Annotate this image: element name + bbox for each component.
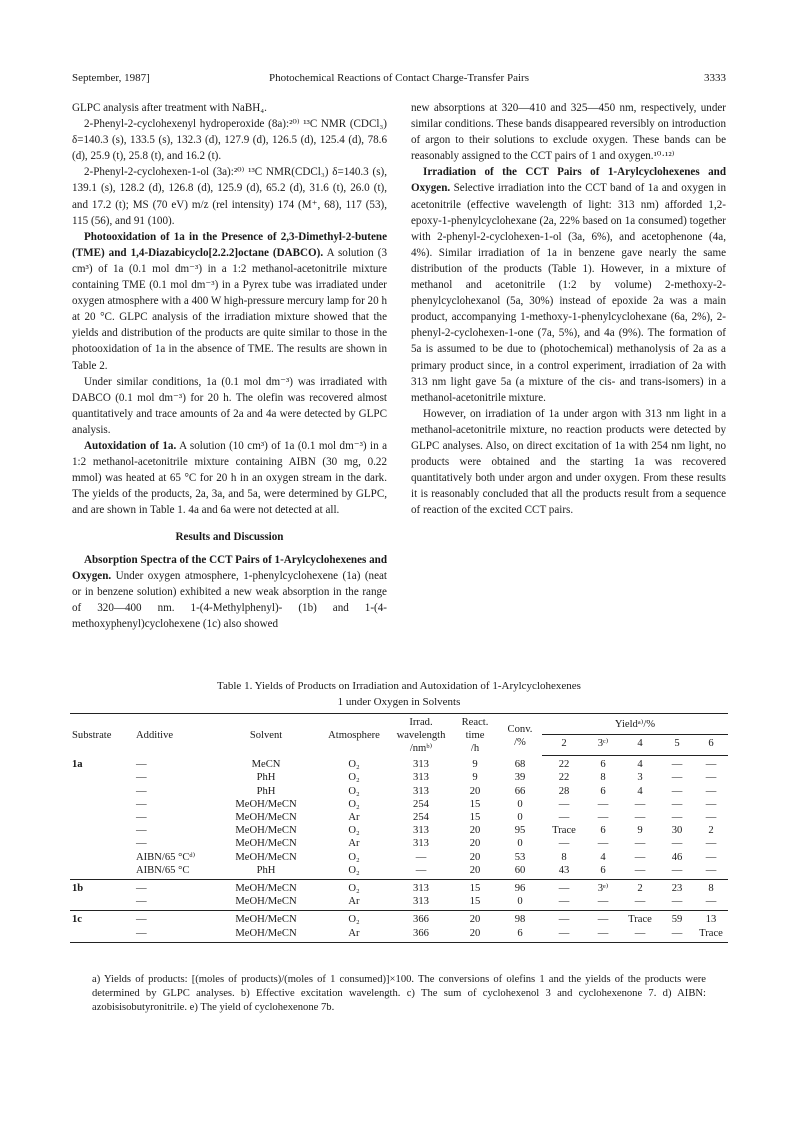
table-cell: 22	[558, 759, 570, 771]
table-cell: 8	[561, 851, 567, 863]
table-cell: O₂	[348, 851, 360, 863]
table-cell: —	[415, 851, 427, 863]
table-cell: 3ᵉ⁾	[597, 882, 609, 894]
table-row	[70, 911, 728, 927]
table-cell: —	[558, 838, 570, 850]
paragraph-heading: Absorption Spectra of the CCT Pairs of 1-Arylcyclohexenes and Oxygen.	[72, 553, 388, 582]
table-cell: 313	[413, 882, 429, 894]
table-cell: —	[671, 838, 683, 850]
table-cell: —	[671, 759, 683, 771]
paragraph-heading: Irradiation of the CCT Pairs of 1-Arylcyclohexenes and Oxygen.	[411, 166, 726, 195]
page-number: 3333	[704, 72, 726, 84]
table-cell: —	[136, 825, 147, 837]
table-cell: 9	[472, 758, 478, 770]
table-row	[70, 785, 728, 798]
table-cell: 22	[558, 772, 570, 784]
table-cell	[70, 895, 134, 911]
table-cell: —	[671, 772, 683, 784]
table-cell: 6	[600, 759, 606, 771]
table-caption	[72, 678, 726, 710]
table-cell: 313	[413, 772, 429, 784]
table-cell: 254	[413, 811, 429, 823]
table-cell	[70, 927, 134, 943]
table-cell: —	[620, 927, 660, 943]
table-cell: PhH	[256, 772, 276, 784]
table-caption-line: Table 1. Yields of Products on Irradiation and Autoxidation of 1-Arylcyclohexenes	[217, 680, 581, 692]
table-cell: —	[136, 772, 147, 784]
table-cell: —	[586, 895, 620, 911]
table-cell: O₂	[348, 914, 360, 926]
table-cell: PhH	[256, 785, 276, 797]
table-cell	[70, 798, 134, 811]
table-cell: 8	[708, 882, 714, 894]
paragraph: Under similar conditions, 1a (0.1 mol dm⁻³) was irradiated with DABCO (0.1 mol dm⁻³) for 20 h. The olefin was recovered almost quantitatively and trace amounts of 2a and 4a were detected by GLPC analysis.	[72, 375, 387, 436]
table-cell: —	[586, 927, 620, 943]
table-cell: —	[705, 851, 717, 863]
col-header-line: /%	[514, 736, 526, 748]
col-header-yield: Yieldᵃ⁾/%	[542, 714, 728, 735]
table-cell: MeOH/MeCN	[235, 798, 297, 810]
paragraph-body: A solution (10 cm³) of 1a (0.1 mol dm⁻³) in a 1:2 methanol-acetonitrile mixture containing AIBN (30 mg, 0.22 mmol) was heated at 65 °C for 20 h in an oxygen stream in the dark. The yields of the products, 2a, 3a, and 5a, were determined by GLPC, and are shown in Table 1. 4a and 6a were not detected at all.	[72, 439, 387, 517]
table-cell: 0	[517, 811, 523, 823]
table-cell	[70, 811, 134, 824]
table-cell: —	[660, 864, 694, 880]
table-cell: —	[694, 895, 728, 911]
table-cell: 9	[637, 825, 643, 837]
table-cell: MeOH/MeCN	[235, 851, 297, 863]
table-row	[70, 895, 728, 911]
paragraph-body: Selective irradiation into the CCT band of 1a and oxygen in acetonitrile (effective wavelength of light: 313 nm) afforded 1,2-epoxy-1-phenylcyclohexane (2a, 22% based on 1a consumed) together with 2-phenyl-2-cyclohexen-1-ol (3a, 6%), and acetophenone (4a, 4%). Similar irradiation of 1a in benzene gave nearly the same distribution of the products (Table 1). However, in a mixture of methanol and acetonitrile (1:2 by volume) 2-methoxy-2-phenylcyclohexanol (5a, 30%) instead of epoxide 2a was a main product, accompanying 1-methoxy-1-phenylcyclohexane (6a, 2%), 2-phenyl-2-cyclohexen-1-one (7a, 5%), and 4a (9%). The formation of 5a is assumed to be due to (photochemical) methanolysis of 2a as a primary product since, in a control experiment, irradiation of 2a with 313 nm light gave 5a (a mixture of the cis- and trans-isomers) in a methanol-acetonitrile mixture.	[411, 182, 726, 404]
table-cell: 4	[637, 785, 643, 797]
table-cell: 20	[469, 914, 481, 926]
table-cell: —	[705, 798, 717, 810]
table-cell: 313	[413, 838, 429, 850]
table-cell: Trace	[628, 914, 652, 926]
col-header-y6: 6	[694, 735, 728, 756]
table-cell: 20	[469, 838, 481, 850]
col-header-line: Conv.	[507, 723, 533, 735]
table-row	[70, 879, 728, 895]
paragraph-heading: Autoxidation of 1a.	[84, 439, 177, 452]
col-header-irrad	[390, 714, 452, 756]
table-cell: MeCN	[251, 758, 281, 770]
table-cell: —	[136, 798, 147, 810]
paragraph: new absorptions at 320—410 and 325—450 nm, respectively, under similar conditions. These bands disappeared reversibly on introduction of argon to their solutions to exclude oxygen. These bands can be reasonably assigned to the CCT pairs of 1 and oxygen.¹⁰·¹²⁾	[411, 102, 726, 163]
table-cell: 9	[472, 772, 478, 784]
table-cell: Trace	[552, 825, 576, 837]
col-header-y2: 2	[542, 735, 586, 756]
table-cell: —	[671, 785, 683, 797]
paragraph: 2-Phenyl-2-cyclohexenyl hydroperoxide (8a):²⁰⁾ ¹³C NMR (CDCl₃) δ=140.3 (s), 133.5 (s), 132.3 (d), 127.9 (d), 126.5 (d), 125.4 (d), 78.6 (d), 25.9 (t), 25.8 (t), and 16.2 (t).	[72, 118, 387, 163]
table-group-1a	[70, 756, 728, 880]
table-cell: 4	[600, 851, 606, 863]
right-column	[411, 100, 726, 518]
col-header-line: time	[465, 730, 485, 742]
table-cell: O₂	[348, 798, 360, 810]
table-row	[70, 864, 728, 880]
table-cell: —	[136, 882, 147, 894]
table-cell: 1c	[72, 914, 82, 926]
table-cell: MeOH/MeCN	[235, 811, 297, 823]
table-row	[70, 771, 728, 784]
col-header-y3: 3ᶜ⁾	[586, 735, 620, 756]
table-cell: —	[660, 927, 694, 943]
table-cell	[70, 837, 134, 850]
col-header-conv	[498, 714, 542, 756]
table-cell: 366	[390, 927, 452, 943]
table-cell: 1a	[72, 758, 83, 770]
table-cell: 6	[600, 785, 606, 797]
col-header-y5: 5	[660, 735, 694, 756]
table-cell: —	[634, 811, 646, 823]
paragraph	[72, 438, 387, 518]
table-cell: 3	[637, 772, 643, 784]
table-cell: 4	[637, 759, 643, 771]
table-cell: 313	[390, 895, 452, 911]
table-cell: O₂	[348, 785, 360, 797]
col-header-line: /nmᵇ⁾	[409, 743, 433, 755]
table-cell: —	[136, 785, 147, 797]
table-cell: O₂	[348, 825, 360, 837]
table-cell: 6	[498, 927, 542, 943]
table-cell: —	[597, 811, 609, 823]
table-cell: —	[634, 851, 646, 863]
table-cell: —	[134, 895, 214, 911]
table-cell: 13	[705, 914, 717, 926]
table-cell: MeOH/MeCN	[235, 838, 297, 850]
table-cell: 68	[514, 758, 526, 770]
table-cell: 28	[558, 785, 570, 797]
paragraph-body: A solution (3 cm³) of 1a (0.1 mol dm⁻³) in a 1:2 methanol-acetonitrile mixture containing TME (0.1 mol dm⁻³) in a Pyrex tube was irradiated under oxygen atmosphere with a 400 W high-pressure mercury lamp for 20 h at 20 °C. GLPC analysis of the irradiation mixture showed that the yields and distribution of the products are quite similar to those in the photooxidation of 1a in the absence of TME. The results are shown in Table 2.	[72, 246, 387, 372]
table-cell: —	[634, 838, 646, 850]
table-cell: 20	[469, 851, 481, 863]
table-cell: MeOH/MeCN	[235, 825, 297, 837]
col-header-line: wavelength	[396, 730, 446, 742]
paragraph	[72, 552, 387, 632]
table-cell	[70, 851, 134, 864]
table-cell: 53	[514, 851, 526, 863]
table-row	[70, 756, 728, 772]
header-date: September, 1987]	[72, 72, 150, 84]
table-cell: O₂	[348, 882, 360, 894]
table-cell: 313	[413, 758, 429, 770]
table-cell: —	[705, 772, 717, 784]
results-table	[70, 713, 728, 943]
table-cell: 15	[469, 882, 481, 894]
col-header-react	[452, 714, 498, 756]
paragraph	[411, 164, 726, 405]
col-header-y4: 4	[620, 735, 660, 756]
table-row	[70, 798, 728, 811]
table-cell: 23	[671, 882, 683, 894]
col-header-additive: Additive	[134, 714, 214, 756]
table-cell: 60	[498, 864, 542, 880]
footnote-text: a) Yields of products: [(moles of products)/(moles of 1 consumed)]×100. The conversions of olefins 1 and the yields of the products were determined by GLPC analyses. b) Effective excitation wavelength. c) The sum of cyclohexenol 3 and cyclohexenone 7. d) AIBN: azobisisobutyronitrile. e) The yield of cyclohexenone 7b.	[92, 974, 706, 1013]
table-cell: 0	[498, 895, 542, 911]
table-cell: —	[136, 914, 147, 926]
table-cell: O₂	[348, 758, 360, 770]
table-cell: —	[694, 864, 728, 880]
col-header-solvent: Solvent	[214, 714, 318, 756]
table-cell	[70, 785, 134, 798]
table-row	[70, 837, 728, 850]
table-cell: 59	[671, 914, 683, 926]
col-header-line: Irrad.	[409, 717, 433, 728]
table-cell: 98	[514, 914, 526, 926]
table-cell: —	[542, 895, 586, 911]
table-footnotes	[92, 973, 706, 1015]
section-heading: Results and Discussion	[175, 531, 284, 544]
table-cell: —	[634, 798, 646, 810]
table-row	[70, 811, 728, 824]
table-cell: —	[136, 838, 147, 850]
table-cell: 66	[514, 785, 526, 797]
table-cell: —	[558, 811, 570, 823]
table-cell: 6	[600, 825, 606, 837]
table-cell: Ar	[348, 838, 360, 850]
table-cell: 15	[452, 895, 498, 911]
table-cell: 39	[514, 772, 526, 784]
table-cell: —	[620, 864, 660, 880]
table-cell: 254	[413, 798, 429, 810]
table-cell: 95	[514, 825, 526, 837]
table-cell: 15	[469, 798, 481, 810]
table-cell: —	[597, 914, 609, 926]
paragraph: GLPC analysis after treatment with NaBH₄.	[72, 102, 267, 114]
table-cell: PhH	[214, 864, 318, 880]
table-cell: —	[136, 758, 147, 770]
col-header-substrate: Substrate	[70, 714, 134, 756]
table-cell: —	[390, 864, 452, 880]
col-header-line: /h	[470, 743, 480, 755]
table-cell	[70, 824, 134, 837]
table-cell: 6	[586, 864, 620, 880]
table-cell: MeOH/MeCN	[235, 882, 297, 894]
table-cell: —	[558, 914, 570, 926]
table-row	[70, 927, 728, 943]
table-cell: MeOH/MeCN	[214, 895, 318, 911]
table-cell: 43	[542, 864, 586, 880]
table-cell: —	[671, 798, 683, 810]
table-cell: Ar	[318, 927, 390, 943]
paragraph-heading: Photooxidation of 1a in the Presence of 2,3-Dimethyl-2-butene (TME) and 1,4-Diazabicyclo[2.2.2]octane (DABCO).	[72, 230, 387, 259]
paragraph: 2-Phenyl-2-cyclohexen-1-ol (3a):²⁰⁾ ¹³C NMR(CDCl₃) δ=140.3 (s), 139.1 (s), 128.2 (d), 126.8 (d), 125.9 (d), 65.2 (d), 31.6 (t), 26.0 (t), and 17.2 (t); MS (70 eV) m/z (rel intensity) 174 (M⁺, 68), 117 (53), 115 (56), and 91 (100).	[72, 166, 387, 227]
table-cell: —	[705, 838, 717, 850]
table-cell: Ar	[318, 895, 390, 911]
table-cell: O₂	[318, 864, 390, 880]
table-cell: MeOH/MeCN	[235, 914, 297, 926]
table-cell: 313	[413, 825, 429, 837]
table-group-1b	[70, 879, 728, 910]
paragraph-body: Under oxygen atmosphere, 1-phenylcyclohexene (1a) (neat or in benzene solution) exhibited a new weak absorption in the range of 320—400 nm. 1-(4-Methylphenyl)- (1b) and 1-(4-methoxyphenyl)cyclohexene (1c) also showed	[72, 569, 387, 630]
table-cell: 313	[413, 785, 429, 797]
table-cell: —	[705, 785, 717, 797]
table-cell: —	[558, 882, 570, 894]
table-cell: 20	[469, 785, 481, 797]
table-cell: —	[620, 895, 660, 911]
table-cell: AIBN/65 °Cᵈ⁾	[136, 851, 196, 863]
table-cell: —	[597, 838, 609, 850]
table-cell	[70, 864, 134, 880]
table-cell: 0	[517, 798, 523, 810]
table-cell: —	[134, 927, 214, 943]
col-header-line: React.	[461, 717, 489, 728]
running-header	[72, 72, 726, 88]
table-cell: O₂	[348, 772, 360, 784]
paragraph: However, on irradiation of 1a under argon with 313 nm light in a methanol-acetonitrile mixture, no reaction products were detected by GLPC analyses. Also, on direct excitation of 1a with 254 nm light, no products were obtained and the starting 1a was recovered quantitatively both under argon and under oxygen. From these results it is reasonably concluded that all the products result from a sequence of reaction of the excited CCT pairs.	[411, 407, 726, 517]
table-cell: —	[597, 798, 609, 810]
table-cell: 15	[469, 811, 481, 823]
table-cell: —	[671, 811, 683, 823]
paragraph	[72, 229, 387, 374]
table-cell: 8	[600, 772, 606, 784]
table-cell: 0	[517, 838, 523, 850]
table-cell: 1b	[72, 882, 84, 894]
table-cell: —	[542, 927, 586, 943]
table-cell: 20	[452, 864, 498, 880]
table-cell: —	[136, 811, 147, 823]
table-cell: Ar	[348, 811, 360, 823]
table-cell: —	[660, 895, 694, 911]
table-cell: Trace	[694, 927, 728, 943]
table-caption-line: 1 under Oxygen in Solvents	[337, 696, 461, 708]
table-cell: —	[705, 811, 717, 823]
table-cell: 46	[671, 851, 683, 863]
table-cell	[70, 771, 134, 784]
table-cell: MeOH/MeCN	[214, 927, 318, 943]
col-header-atmosphere: Atmosphere	[318, 714, 390, 756]
table-cell: 366	[413, 914, 429, 926]
table-cell: —	[558, 798, 570, 810]
header-title: Photochemical Reactions of Contact Charge-Transfer Pairs	[269, 72, 529, 84]
table-cell: AIBN/65 °C	[134, 864, 214, 880]
table-row	[70, 851, 728, 864]
table-cell: 30	[671, 825, 683, 837]
left-column	[72, 100, 387, 632]
table-cell: 2	[708, 825, 714, 837]
table-cell: 20	[452, 927, 498, 943]
table-group-1c	[70, 911, 728, 942]
table-cell: 20	[469, 825, 481, 837]
table-cell: 2	[637, 882, 643, 894]
table-cell: —	[705, 759, 717, 771]
table-row	[70, 824, 728, 837]
table-cell: 96	[514, 882, 526, 894]
